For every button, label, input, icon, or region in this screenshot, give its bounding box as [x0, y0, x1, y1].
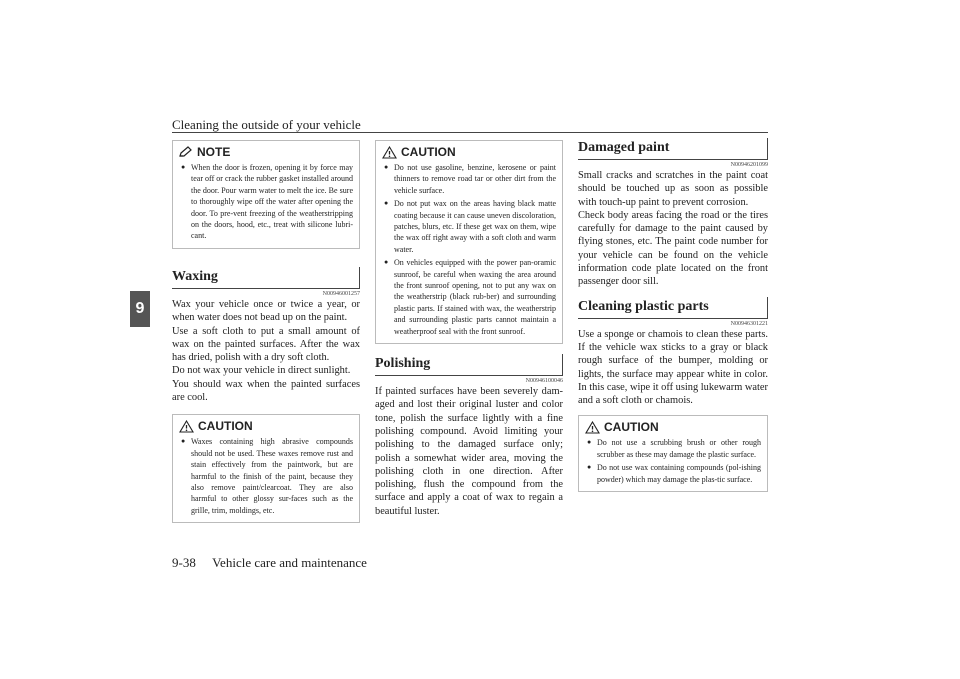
chapter-tab: 9 — [130, 291, 150, 327]
damaged-paint-para-1: Small cracks and scratches in the paint coat should be touched up as soon as possible with touch-up paint to prevent corrosion. — [578, 170, 768, 208]
right-column — [578, 140, 768, 492]
note-box — [172, 140, 360, 249]
note-item: ● When the door is frozen, opening it by force may tear off or crack the rubber gasket installed around the door. Pour warm water to melt the ice. Be sure to thoroughly wipe off the water after opening the door. To pre-vent freezing of the weatherstripping on the doors, hood, etc., treat with silicone lubri-cant. — [179, 162, 353, 242]
warning-triangle-icon — [382, 146, 397, 159]
plastic-para: Use a sponge or chamois to clean these parts. If the vehicle wax sticks to a gray or black rough surface of the bumper, molding or lights, the surface may appear white in color. In this case, wipe it off using lukewarm water and a soft cloth or chamois. — [578, 328, 768, 407]
caution-item: ● Do not use a scrubbing brush or other rough scrubber as these may damage the plastic surface. — [585, 437, 761, 460]
waxing-section — [172, 269, 360, 404]
warning-triangle-icon — [179, 420, 194, 433]
left-column — [172, 140, 360, 523]
caution-item: ● On vehicles equipped with the power pan-oramic sunroof, be careful when waxing the area around the front sunroof opening, not to put any wax on the weatherstrip (black rub-ber) and surrounding plastic parts. If stained with wax, the weatherstrip and surrounding plastic parts cannot maintain a weatherproof seal with the front sunroof. — [382, 257, 556, 337]
waxing-caution-box — [172, 414, 360, 523]
damaged-paint-heading: Damaged paint — [578, 140, 768, 160]
pencil-icon — [179, 146, 193, 158]
waxing-heading: Waxing — [172, 269, 360, 289]
middle-column — [375, 140, 563, 518]
damaged-paint-section — [578, 140, 768, 289]
footer — [172, 555, 367, 571]
damaged-paint-code: N00946201099 — [730, 162, 768, 168]
header-title: Cleaning the outside of your vehicle — [172, 117, 361, 132]
note-title: NOTE — [179, 145, 353, 159]
plastic-caution-box — [578, 415, 768, 492]
caution-title: CAUTION — [179, 419, 353, 433]
warning-triangle-icon — [585, 421, 600, 434]
caution-title: CAUTION — [382, 145, 556, 159]
waxing-para-2: Use a soft cloth to put a small amount of wax on the painted surfaces. After the wax has dried, polish with a dry soft cloth. — [172, 325, 360, 364]
header-rule — [172, 132, 768, 133]
damaged-paint-para-2: Check body areas facing the road or the tires carefully for damage to the paint caused by flying stones, etc. The paint code number for your vehicle can be found on the vehicle information code plate located on the front passenger door sill. — [578, 209, 768, 288]
polishing-heading: Polishing — [375, 356, 563, 376]
waxing-para-1: Wax your vehicle once or twice a year, or when water does not bead up on the paint. — [172, 299, 360, 324]
caution-item: ● Do not put wax on the areas having black matte coating because it can cause uneven discoloration, patches, blurs, etc. If these get wax on them, wipe the wax off right away with a soft cloth and warm water. — [382, 198, 556, 255]
caution-item: ● Waxes containing high abrasive compounds should not be used. These waxes remove rust and stain effectively from the paintwork, but are harmful to the finish of the paint, because they also remove paint/clearcoat. They are also harmful to other glossy sur-faces such as the grille, trim, moldings, etc. — [179, 436, 353, 516]
polishing-section — [375, 356, 563, 518]
caution-title: CAUTION — [585, 420, 761, 434]
plastic-section — [578, 299, 768, 408]
waxing-para-4: You should wax when the painted surfaces are cool. — [172, 378, 360, 404]
plastic-heading: Cleaning plastic parts — [578, 299, 768, 319]
caution-item: ● Do not use gasoline, benzine, kerosene or paint thinners to remove road tar or other dirt from the vehicle surface. — [382, 162, 556, 196]
footer-section: Vehicle care and maintenance — [212, 555, 367, 570]
polishing-para: If painted surfaces have been severely dam-aged and lost their original luster and color tone, polish the surface lightly with a fine polishing compound. Avoid limiting your polishing to the damaged surface only; polish a somewhat wider area, moving the polishing cloth in one direction. After polishing, flush the compound from the surface and apply a coat of wax to regain a beautiful luster. — [375, 386, 563, 517]
plastic-code: N00946301221 — [730, 320, 768, 327]
middle-caution-box — [375, 140, 563, 344]
polishing-code: N00946100046 — [525, 378, 563, 385]
waxing-code: N00946001257 — [322, 291, 360, 297]
caution-item: ● Do not use wax containing compounds (pol-ishing powder) which may damage the plas-tic surface. — [585, 462, 761, 485]
page-number: 9-38 — [172, 555, 196, 570]
waxing-para-3: Do not wax your vehicle in direct sunlight. — [172, 365, 351, 377]
